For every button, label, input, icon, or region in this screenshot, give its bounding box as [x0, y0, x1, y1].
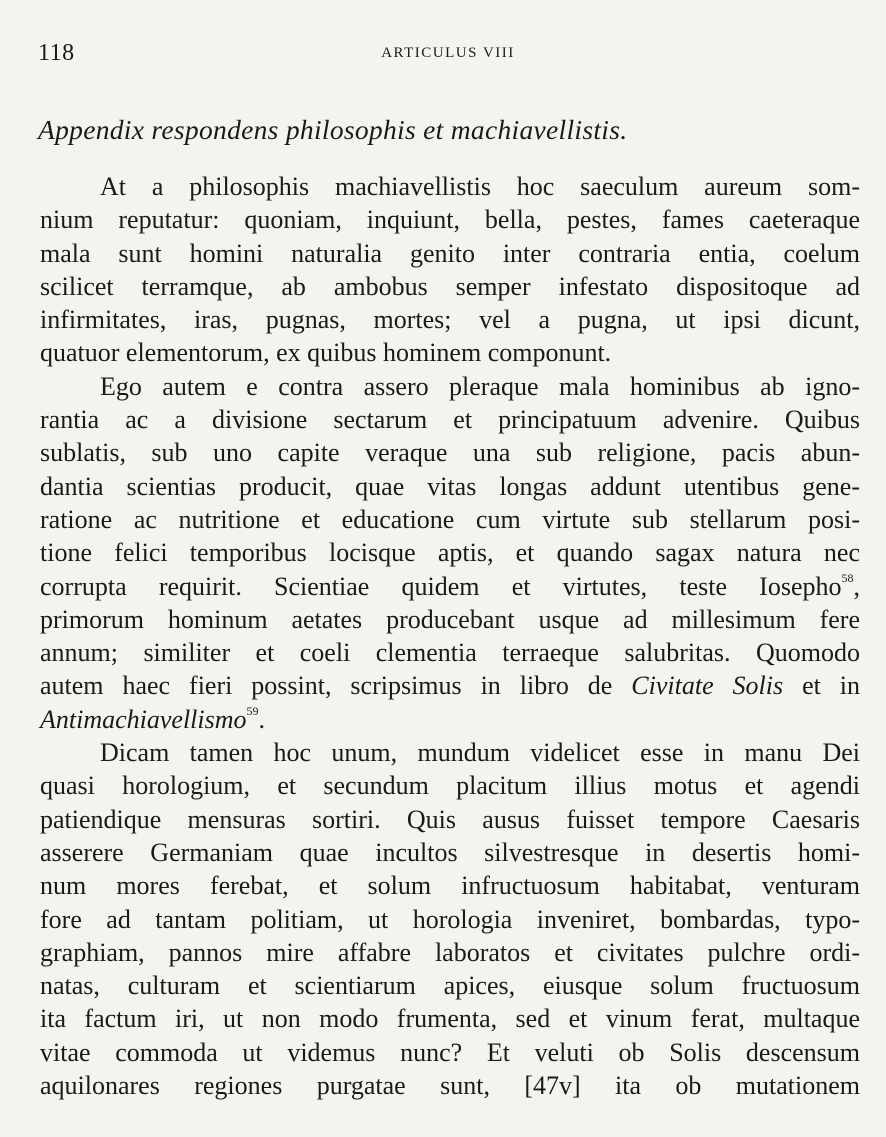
text-segment: , — [853, 571, 860, 601]
text-line: primorum hominum aetates producebant usque ad millesimum fere — [40, 604, 860, 634]
text-line: num mores ferebat, et solum infructuosum habitabat, venturam — [40, 871, 860, 901]
footnote-marker: 59 — [246, 703, 259, 718]
text-line: annum; similiter et coeli clementia terraeque salubritas. Quomodo — [40, 638, 860, 668]
text-line: rantia ac a divisione sectarum et principatuum advenire. Quibus — [40, 405, 860, 435]
text-line: dantia scientias producit, quae vitas longas addunt utentibus gene- — [40, 471, 860, 501]
text-line: natas, culturam et scientiarum apices, eiusque solum fructuosum — [40, 971, 860, 1001]
book-title: Antimachiavellismo — [40, 704, 247, 734]
text-line: ratione ac nutritione et educatione cum virtute sub stellarum posi- — [40, 504, 860, 534]
text-line: graphiam, pannos mire affabre laboratos et civitates pulchre ordi- — [40, 937, 860, 967]
text-segment: corrupta requirit. Scientiae quidem et virtutes, teste Iosepho — [40, 571, 842, 601]
text-line: nium reputatur: quoniam, inquiunt, bella, pestes, fames caeteraque — [40, 205, 860, 235]
text-line: ita factum iri, ut non modo frumenta, sed et vinum ferat, multaque — [40, 1004, 860, 1034]
running-head: ARTICULUS VIII — [381, 45, 515, 61]
text-line — [40, 703, 860, 736]
text-line: quasi horologium, et secundum placitum illius motus et agendi — [40, 771, 860, 801]
text-line: vitae commoda ut videmus nunc? Et veluti ob Solis descensum — [40, 1037, 860, 1067]
text-line: tione felici temporibus locisque aptis, et quando sagax natura nec — [40, 538, 860, 568]
text-segment: . — [258, 704, 266, 734]
text-line: mala sunt homini naturalia genito inter contraria entia, coelum — [40, 238, 860, 268]
section-title: Appendix respondens philosophis et machiavellistis. — [38, 114, 628, 145]
text-line — [40, 669, 860, 702]
text-line: Dicam tamen hoc unum, mundum videlicet esse in manu Dei — [100, 738, 860, 768]
text-line: infirmitates, iras, pugnas, mortes; vel a pugna, ut ipsi dicunt, — [40, 305, 860, 335]
book-title: Civitate Solis — [631, 671, 784, 701]
text-line: sublatis, sub uno capite veraque una sub religione, pacis abun- — [40, 438, 860, 468]
page-header — [38, 40, 858, 70]
text-line: fore ad tantam politiam, ut horologia inveniret, bombardas, typo- — [40, 904, 860, 934]
text-segment: et in — [783, 671, 860, 701]
text-segment: autem haec fieri possint, scripsimus in libro de — [40, 671, 613, 701]
page-number: 118 — [38, 40, 75, 66]
text-line: patiendique mensuras sortiri. Quis ausus fuisset tempore Caesaris — [40, 804, 860, 834]
body-text — [40, 170, 860, 1102]
text-line: aquilonares regiones purgatae sunt, [47v] ita ob mutationem — [40, 1071, 860, 1101]
footnote-marker: 58 — [841, 570, 854, 585]
text-line: At a philosophis machiavellistis hoc saeculum aureum som- — [100, 172, 860, 201]
text-line: quatuor elementorum, ex quibus hominem componunt. — [40, 338, 612, 368]
text-line: asserere Germaniam quae incultos silvestresque in desertis homi- — [40, 837, 860, 867]
text-line: Ego autem e contra assero pleraque mala hominibus ab igno- — [100, 371, 860, 401]
text-line: scilicet terramque, ab ambobus semper infestato dispositoque ad — [40, 271, 860, 301]
text-line — [40, 570, 860, 603]
